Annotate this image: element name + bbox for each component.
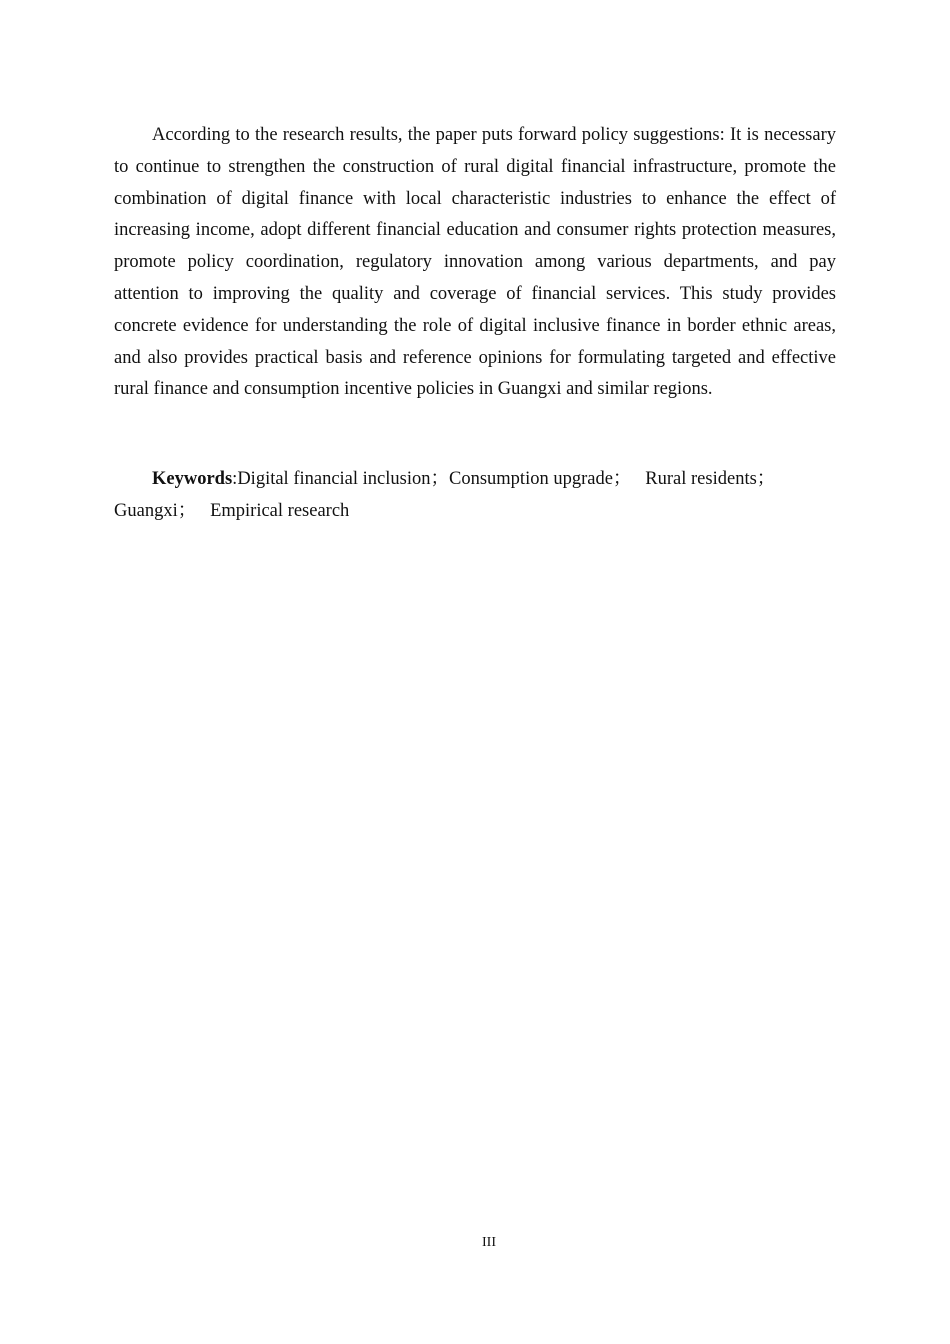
- keyword-item: Guangxi；: [114, 500, 211, 521]
- keywords-separator: :: [232, 469, 238, 489]
- keyword-item: Rural residents；: [645, 469, 776, 489]
- abstract-paragraph: According to the research results, the paper puts forward policy suggestions: It is necessary to continue to strengthen the construction of rural digital financial infrastructure, promote the combination of digital finance with local characteristic industries to enhance the effect of increasing income, adopt different financial education and consumer rights protection measures, promote policy coordination, regulatory innovation among various departments, and pay attention to improving the quality and coverage of financial services. This study provides concrete evidence for understanding the role of digital inclusive finance in border ethnic areas, and also provides practical basis and reference opinions for formulating targeted and effective rural finance and consumption incentive policies in Guangxi and similar regions.: [114, 125, 836, 400]
- keywords-label: Keywords: [152, 469, 233, 489]
- page-number: III: [482, 1235, 496, 1250]
- keyword-item: Empirical research: [210, 500, 350, 521]
- keywords-line: [114, 464, 836, 528]
- keyword-item: Digital financial inclusion；: [237, 469, 449, 489]
- keyword-item: Consumption upgrade；: [449, 469, 646, 489]
